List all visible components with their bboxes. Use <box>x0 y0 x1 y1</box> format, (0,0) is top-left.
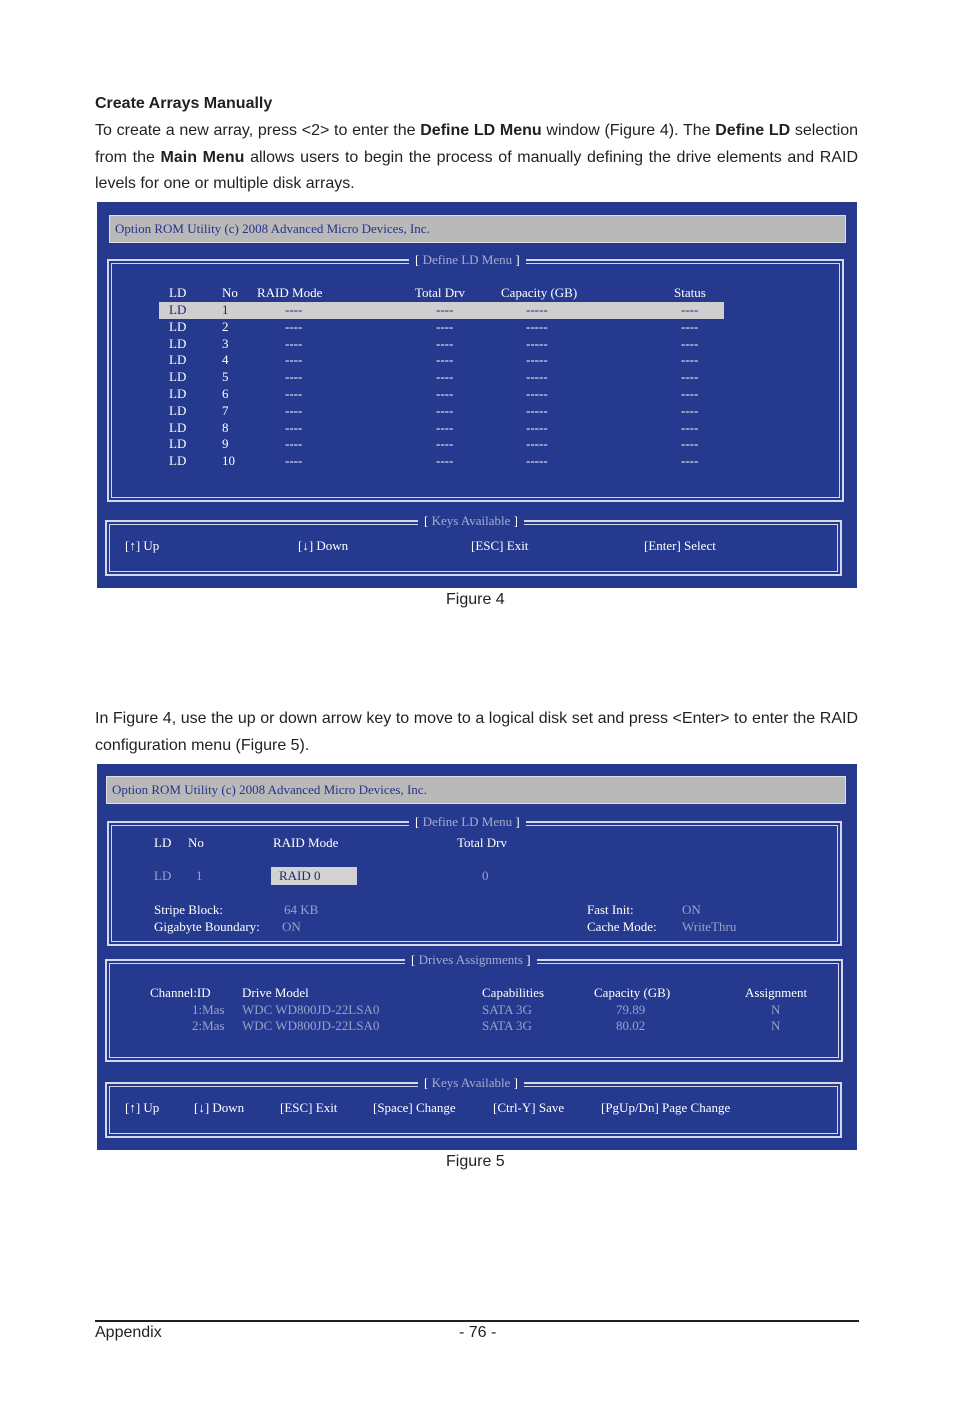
ld-cell-status: ---- <box>681 402 699 418</box>
ld-cell-no: 2 <box>222 318 229 334</box>
ld-cell-status: ---- <box>681 318 699 334</box>
ld-cell-no: 7 <box>222 402 229 418</box>
ld-cell-drv: ---- <box>436 436 454 452</box>
ld-cell-no: 10 <box>222 453 235 469</box>
ld-cell-drv: ---- <box>436 318 454 334</box>
ld-cell-drv: ---- <box>436 419 454 435</box>
footer-section: Appendix <box>95 1324 162 1341</box>
intro-text-1: To create a new array, press <2> to enter the <box>95 122 421 139</box>
drive-capabilities: SATA 3G <box>482 1002 532 1017</box>
ld-cell-status: ---- <box>681 335 699 351</box>
drive-capacity: 80.02 <box>616 1018 646 1033</box>
drive-assignment[interactable]: N <box>771 1002 781 1017</box>
figure4-caption: Figure 4 <box>446 591 505 608</box>
gigabyte-boundary-label: Gigabyte Boundary: <box>154 919 260 934</box>
figure4-keys-panel <box>105 513 842 576</box>
ld-cell-cap: ----- <box>526 419 548 435</box>
ld-cell-status: ---- <box>681 302 699 317</box>
ld-cell-mode: ---- <box>285 453 303 469</box>
footer-rule <box>95 1320 859 1322</box>
val-no: 1 <box>196 868 203 883</box>
ld-cell-no: 6 <box>222 386 229 401</box>
ld-cell-mode: ---- <box>285 386 303 401</box>
ld-cell-status: ---- <box>681 453 699 469</box>
section-heading: Create Arrays Manually <box>95 95 273 112</box>
intro-text-4: allows users to begin the process of manually defining the drive elements and RAID levels for one or multiple disk arrays. <box>95 148 859 192</box>
val-total-drv: 0 <box>482 868 489 883</box>
drv-hdr-assignment: Assignment <box>745 985 808 1000</box>
ld-cell-status: ---- <box>681 369 699 385</box>
drive-channel: 2:Mas <box>192 1018 225 1033</box>
ld-cell-cap: ----- <box>526 369 548 385</box>
intro-paragraph <box>95 118 858 198</box>
figure5-drives-panel <box>105 952 843 1062</box>
ld-cell-drv: ---- <box>436 402 454 418</box>
ld-cell-mode: ---- <box>285 369 303 385</box>
ld-cell-mode: ---- <box>285 436 303 452</box>
col-header-raid-mode: RAID Mode <box>257 285 323 300</box>
ld-cell-ld: LD <box>169 369 187 385</box>
val-ld: LD <box>154 868 172 883</box>
ld-cell-drv: ---- <box>436 352 454 368</box>
drv-hdr-capacity: Capacity (GB) <box>594 985 671 1000</box>
drv-hdr-capabilities: Capabilities <box>482 985 545 1000</box>
hdr-raid-mode: RAID Mode <box>273 835 339 850</box>
figure5-panel-title: [ Define LD Menu ] <box>409 813 526 831</box>
drv-hdr-model: Drive Model <box>242 985 309 1000</box>
figure5-titlebar: Option ROM Utility (c) 2008 Advanced Micro Devices, Inc. <box>106 776 846 804</box>
col-header-ld: LD <box>169 285 187 300</box>
middle-paragraph: In Figure 4, use the up or down arrow key to move to a logical disk set and press <Enter> to enter the RAID configuration menu (Figure 5). <box>95 710 858 754</box>
intro-bold-main-menu: Main Menu <box>160 148 245 166</box>
ld-cell-status: ---- <box>681 419 699 435</box>
fast-init-value[interactable]: ON <box>682 902 701 917</box>
ld-cell-no: 4 <box>222 352 229 368</box>
col-header-capacity: Capacity (GB) <box>501 285 578 300</box>
ld-cell-no: 9 <box>222 436 229 452</box>
ld-cell-drv: ---- <box>436 335 454 351</box>
ld-cell-drv: ---- <box>436 302 454 317</box>
key-ctrl-y-save: [Ctrl-Y] Save <box>493 1100 565 1115</box>
ld-cell-no: 5 <box>222 369 229 385</box>
intro-bold-define-ld: Define LD <box>715 122 791 139</box>
ld-cell-no: 3 <box>222 335 229 351</box>
figure4-screen <box>97 202 857 588</box>
ld-cell-ld: LD <box>169 453 187 469</box>
key-up: [↑] Up <box>125 1100 160 1115</box>
ld-cell-drv: ---- <box>436 369 454 385</box>
drive-capabilities: SATA 3G <box>482 1018 532 1033</box>
ld-cell-mode: ---- <box>285 318 303 334</box>
ld-cell-ld: LD <box>169 386 187 401</box>
ld-cell-ld: LD <box>169 335 187 351</box>
col-header-total-drv: Total Drv <box>415 285 465 300</box>
figure5-keys-panel <box>105 1075 842 1138</box>
ld-cell-ld: LD <box>169 318 187 334</box>
key-down: [↓] Down <box>298 538 349 553</box>
figure5-screen <box>97 764 857 1150</box>
drive-capacity: 79.89 <box>616 1002 646 1017</box>
ld-cell-status: ---- <box>681 436 699 452</box>
ld-cell-no: 1 <box>222 302 229 317</box>
drive-model: WDC WD800JD-22LSA0 <box>242 1002 380 1017</box>
fast-init-label: Fast Init: <box>587 902 634 917</box>
stripe-block-value[interactable]: 64 KB <box>284 902 319 917</box>
figure4-titlebar: Option ROM Utility (c) 2008 Advanced Micro Devices, Inc. <box>109 215 846 243</box>
ld-cell-cap: ----- <box>526 386 548 401</box>
intro-text-3: selection from the <box>95 122 859 166</box>
ld-cell-drv: ---- <box>436 453 454 469</box>
ld-cell-cap: ----- <box>526 436 548 452</box>
col-header-status: Status <box>674 285 706 300</box>
hdr-total-drv: Total Drv <box>457 835 507 850</box>
page-number: - 76 - <box>459 1324 497 1341</box>
drive-channel: 1:Mas <box>192 1002 225 1017</box>
key-space-change: [Space] Change <box>373 1100 456 1115</box>
intro-bold-define-ld-menu: Define LD Menu <box>420 122 542 139</box>
drive-model: WDC WD800JD-22LSA0 <box>242 1018 380 1033</box>
key-enter-select: [Enter] Select <box>644 538 716 553</box>
ld-cell-mode: ---- <box>285 419 303 435</box>
cache-mode-label: Cache Mode: <box>587 919 657 934</box>
cache-mode-value[interactable]: WriteThru <box>682 919 737 934</box>
figure5-keys-title: [ Keys Available ] <box>418 1074 524 1092</box>
ld-cell-ld: LD <box>169 419 187 435</box>
ld-cell-ld: LD <box>169 436 187 452</box>
ld-cell-mode: ---- <box>285 335 303 351</box>
gigabyte-boundary-value[interactable]: ON <box>282 919 301 934</box>
figure4-panel-title: [ Define LD Menu ] <box>409 251 526 269</box>
ld-cell-status: ---- <box>681 386 699 401</box>
ld-cell-mode: ---- <box>285 352 303 368</box>
key-page-change: [PgUp/Dn] Page Change <box>601 1100 731 1115</box>
drive-assignment[interactable]: N <box>771 1018 781 1033</box>
ld-cell-drv: ---- <box>436 386 454 401</box>
figure4-define-ld-panel <box>107 252 844 502</box>
ld-cell-cap: ----- <box>526 318 548 334</box>
stripe-block-label: Stripe Block: <box>154 902 223 917</box>
ld-cell-cap: ----- <box>526 453 548 469</box>
figure4-keys-title: [ Keys Available ] <box>418 512 524 530</box>
ld-cell-cap: ----- <box>526 302 548 317</box>
ld-cell-status: ---- <box>681 352 699 368</box>
ld-cell-ld: LD <box>169 402 187 418</box>
key-esc-exit: [ESC] Exit <box>280 1100 338 1115</box>
ld-cell-mode: ---- <box>285 402 303 418</box>
col-header-no: No <box>222 285 238 300</box>
ld-cell-cap: ----- <box>526 352 548 368</box>
drv-hdr-channel: Channel:ID <box>150 985 211 1000</box>
intro-text-2: window (Figure 4). The <box>541 122 716 139</box>
raid-mode-select[interactable]: RAID 0 <box>271 867 357 885</box>
selection-highlight <box>159 302 724 319</box>
figure5-caption: Figure 5 <box>446 1153 505 1170</box>
ld-cell-no: 8 <box>222 419 229 435</box>
hdr-ld: LD <box>154 835 172 850</box>
hdr-no: No <box>188 835 204 850</box>
ld-cell-ld: LD <box>169 352 187 368</box>
key-down: [↓] Down <box>194 1100 245 1115</box>
drives-assignments-title: [ Drives Assignments ] <box>405 951 537 969</box>
figure5-define-ld-panel <box>107 814 842 946</box>
ld-cell-ld: LD <box>169 302 187 317</box>
ld-cell-mode: ---- <box>285 302 303 317</box>
key-esc-exit: [ESC] Exit <box>471 538 529 553</box>
ld-cell-cap: ----- <box>526 335 548 351</box>
ld-cell-cap: ----- <box>526 402 548 418</box>
key-up: [↑] Up <box>125 538 160 553</box>
